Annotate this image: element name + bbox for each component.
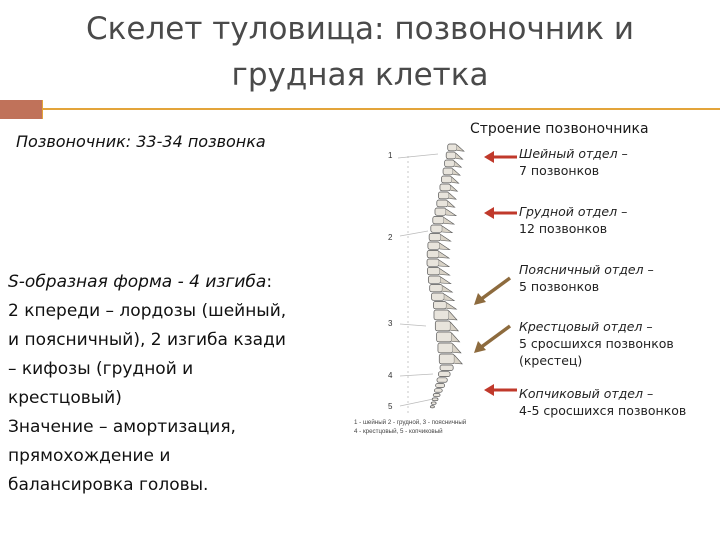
vertebra [434,389,442,393]
part-name: Копчиковый отдел – [519,386,654,401]
part-sacral [519,318,674,369]
spinous-process [440,269,450,276]
vertebra [437,378,447,382]
body-line: балансировка головы. [8,475,209,495]
body-line: и поясничный), 2 изгиба кзади [8,330,286,350]
spinous-process [446,303,456,310]
part-name: Шейный отдел – [519,146,628,161]
title-rule [42,108,720,110]
region-number: 2 [388,233,393,242]
vertebra [431,402,436,405]
spinous-process [441,277,451,284]
vertebra [430,285,443,292]
spinous-process [452,333,460,342]
spinous-process [448,201,455,207]
region-number: 3 [388,319,393,328]
region-number: 1 [388,151,393,160]
spinous-process [450,185,457,191]
title-line-2: грудная клетка [231,57,489,93]
spinous-process [453,169,460,175]
figure-title: Строение позвоночника [470,121,649,137]
spinous-process [453,344,461,353]
part-name: Крестцовый отдел – [519,319,653,334]
vertebra [438,192,449,199]
spinous-process [442,226,452,233]
spinous-process [442,286,452,293]
vertebra [433,217,444,224]
spinous-process [441,235,451,242]
vertebra [446,152,455,159]
part-coccygeal [519,385,686,419]
vertebra [442,176,452,183]
vertebra [427,259,439,266]
arrow-lumbar-icon [472,276,512,306]
vertebra [435,321,450,331]
spinous-process [449,311,457,320]
body-text [8,268,338,500]
part-desc: 4-5 сросшихся позвонков [519,403,687,418]
vertebra [429,234,441,241]
arrow-thoracic-icon [484,206,518,220]
accent-block [0,100,42,119]
part-thoracic [519,203,627,237]
part-name: Грудной отдел – [519,204,628,219]
spinous-process [444,218,454,225]
vertebra [440,184,450,191]
spinous-process [449,193,456,199]
spinous-process [439,252,449,259]
vertebra [430,406,434,408]
slide-title [40,6,680,98]
vertebra [428,242,440,249]
part-desc: 5 сросшихся позвонков [519,336,674,351]
spinous-process [440,243,450,250]
part-name: Поясничный отдел – [519,262,654,277]
vertebra [428,276,440,283]
body-line: – кифозы (грудной и [8,359,194,379]
body-heading [8,268,338,297]
region-number: 5 [388,402,393,411]
part-desc: 12 позвонков [519,221,608,236]
vertebra [439,354,454,364]
arrow-coccygeal-icon [484,383,518,397]
vertebra [434,310,449,320]
vertebra [433,393,440,396]
vertebra [436,383,445,387]
figure-legend: 4 - крестцовый, 5 - копчиковый [354,428,443,435]
vertebra [438,343,453,353]
vertebra [440,365,453,370]
spine-column [427,144,464,408]
spinous-process [456,153,463,159]
spinous-process [439,260,449,267]
figure-legend: 1 - шейный 2 - грудной, 3 - поясничный [354,419,467,426]
vertebra [431,225,442,232]
arrow-sacral-icon [472,324,512,354]
vertebra [427,268,439,275]
part-cervical [519,145,628,179]
vertebra [443,168,453,175]
spinous-process [450,322,458,331]
spinous-process [446,209,456,216]
title-line-1: Скелет туловища: позвоночник и [86,11,634,47]
part-lumbar [519,261,654,295]
part-desc: 7 позвонков [519,163,600,178]
body-line: Значение – амортизация, [8,417,236,437]
vertebra [438,372,450,377]
spinous-process [454,161,461,167]
vertebra [437,332,452,342]
vertebra [432,398,438,401]
vertebra [427,251,439,258]
vertebra [437,200,448,207]
body-line: прямохождение и [8,446,171,466]
region-number: 4 [388,371,393,380]
vertebra [448,144,457,151]
subheading: Позвоночник: 33-34 позвонка [16,132,266,151]
vertebra [445,160,455,167]
arrow-cervical-icon [484,150,518,164]
body-line: 2 кпереди – лордозы (шейный, [8,301,287,321]
body-colon: : [266,272,273,292]
part-desc: (крестец) [519,353,583,368]
vertebra [433,302,446,309]
body-line: крестцовый) [8,388,122,408]
spinous-process [457,145,464,151]
vertebra [431,293,444,300]
part-desc: 5 позвонков [519,279,600,294]
spinous-process [454,355,462,364]
body-emphasis: S-образная форма - 4 изгиба [8,272,267,292]
spinous-process [452,177,459,183]
spinous-process [444,294,454,301]
vertebra [435,208,446,215]
